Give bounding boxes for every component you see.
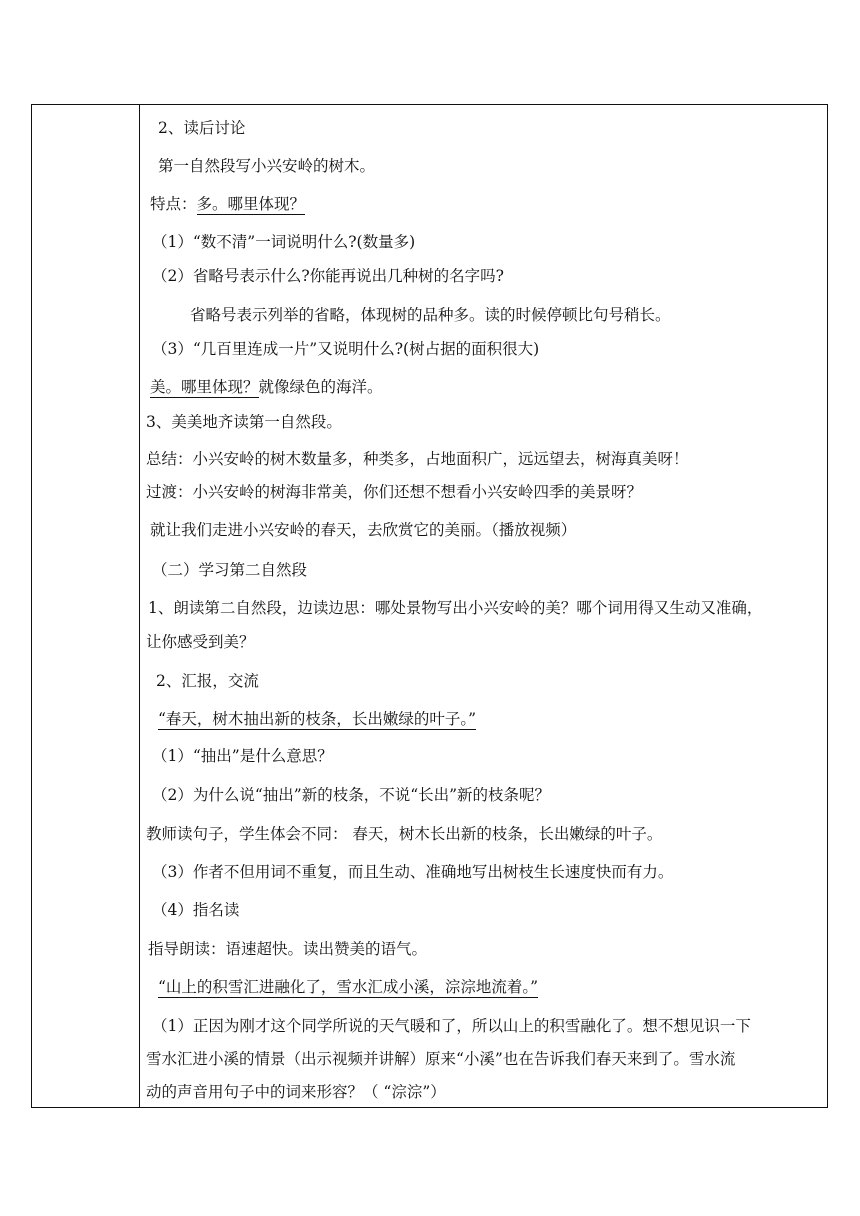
column-divider xyxy=(139,105,140,1107)
text-line: 第一自然段写小兴安岭的树木。 xyxy=(158,157,376,175)
text-line: （3）“几百里连成一片”又说明什么?(树占据的面积很大) xyxy=(152,340,540,358)
text-line: （1）正因为刚才这个同学所说的天气暖和了，所以山上的积雪融化了。想不想见识一下 xyxy=(152,1017,751,1035)
text-line: 2、读后讨论 xyxy=(158,119,246,137)
text-line: 省略号表示列举的省略，体现树的品种多。读的时候停顿比句号稍长。 xyxy=(190,306,671,324)
text-line: 指导朗读：语速超快。读出赞美的语气。 xyxy=(148,940,428,958)
text-line: 2、汇报，交流 xyxy=(156,672,259,690)
text-line: 3、美美地齐读第一自然段。 xyxy=(146,413,342,431)
quoted-sentence: “山上的积雪汇进融化了，雪水汇成小溪，淙淙地流着。” xyxy=(158,978,539,996)
text-line: 雪水汇进小溪的情景（出示视频并讲解）原来“小溪”也在告诉我们春天来到了。雪水流 xyxy=(146,1050,736,1068)
text-line: 动的声音用句子中的词来形容？（ “淙淙”） xyxy=(146,1083,446,1101)
text-line: （2）为什么说“抽出”新的枝条，不说“长出”新的枝条呢？ xyxy=(152,786,551,804)
text-line: 1、朗读第二自然段，边读边思：哪处景物写出小兴安岭的美？哪个词用得又生动又准确， xyxy=(148,599,763,617)
section-heading: （二）学习第二自然段 xyxy=(152,561,308,579)
text-line: （1）“数不清”一词说明什么?(数量多) xyxy=(152,233,416,251)
text-line: （1）“抽出”是什么意思？ xyxy=(152,747,333,765)
text-line: 特点：多。哪里体现？ xyxy=(150,195,306,213)
text-line: （4）指名读 xyxy=(152,901,240,919)
text-line: 教师读句子，学生体会不同： 春天，树木长出新的枝条，长出嫩绿的叶子。 xyxy=(146,825,663,843)
text-line: （3）作者不但用词不重复，而且生动、准确地写出树枝生长速度快而有力。 xyxy=(152,863,674,881)
text-line: 总结：小兴安岭的树木数量多，种类多，占地面积广，远远望去，树海真美呀！ xyxy=(146,450,689,468)
text-line: 过渡：小兴安岭的树海非常美，你们还想不想看小兴安岭四季的美景呀？ xyxy=(146,483,643,501)
text-line: 就让我们走进小兴安岭的春天，去欣赏它的美丽。（播放视频） xyxy=(150,521,577,539)
quoted-sentence: “春天，树木抽出新的枝条，长出嫩绿的叶子。” xyxy=(158,710,477,728)
text-line: 让你感受到美？ xyxy=(146,633,255,651)
text-line: 美。哪里体现？就像绿色的海洋。 xyxy=(150,378,383,396)
text-line: （2）省略号表示什么?你能再说出几种树的名字吗? xyxy=(152,267,504,285)
